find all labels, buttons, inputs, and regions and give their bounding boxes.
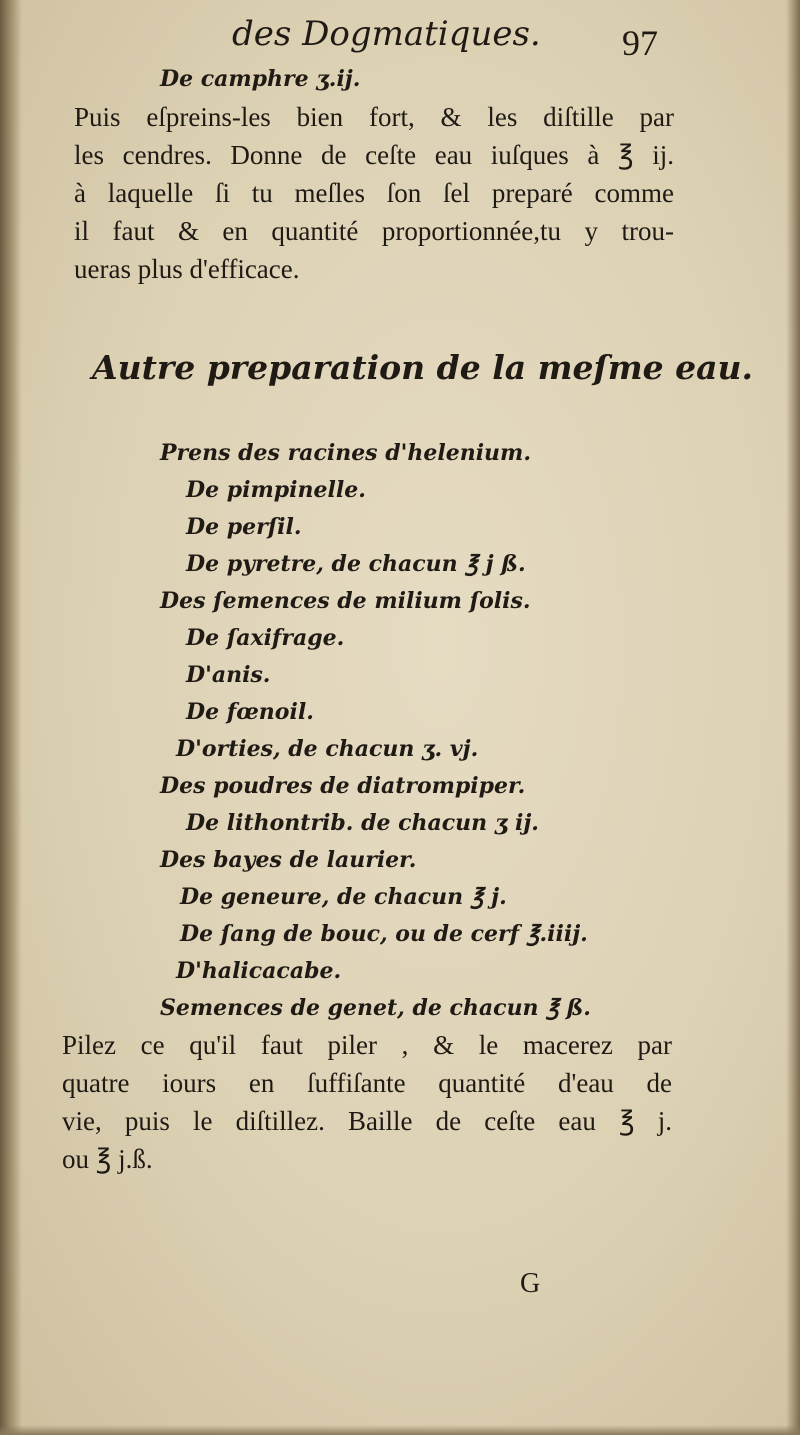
recipe-line: De pyretre, de chacun ℥ j ß. (186, 551, 526, 577)
text-line: à laquelle ſi tu meſles ſon ſel preparé comme (74, 178, 674, 208)
recipe-line: De geneure, de chacun ℥ j. (180, 884, 507, 910)
recipe-line: Des bayes de laurier. (160, 847, 417, 873)
recipe-line: D'orties, de chacun ʒ. vj. (176, 736, 479, 762)
signature-mark: G (520, 1268, 541, 1299)
recipe-line: D'halicacabe. (176, 958, 342, 984)
text-line: vie, puis le diſtillez. Baille de ceſte eau ℥ j. (62, 1106, 672, 1136)
recipe-line: De pimpinelle. (186, 477, 366, 503)
recipe-line: Des poudres de diatrompiper. (160, 773, 526, 799)
page-bottom-shadow (0, 1425, 800, 1435)
recipe-line: De ſaxifrage. (186, 625, 345, 651)
recipe-line: De fœnoil. (186, 699, 314, 725)
text-line: Puis eſpreins-les bien fort, & les diſtille par (74, 102, 674, 132)
page-gutter-shadow (0, 0, 22, 1435)
text-line: ou ℥ j.ß. (62, 1144, 153, 1174)
text-line: il faut & en quantité proportionnée,tu y trou- (74, 216, 674, 246)
recipe-line: De ſang de bouc, ou de cerf ℥.iiij. (180, 921, 588, 947)
recipe-line: Semences de genet, de chacun ℥ ß. (160, 995, 591, 1021)
text-line: les cendres. Donne de ceſte eau iuſques à ℥ ij. (74, 140, 674, 170)
recipe-line: Des ſemences de milium ſolis. (160, 588, 531, 614)
recipe-line: D'anis. (186, 662, 271, 688)
text-line: quatre iours en ſuffiſante quantité d'eau de (62, 1068, 672, 1098)
text-line: Pilez ce qu'il faut piler , & le macerez par (62, 1030, 672, 1060)
running-title: des Dogmatiques. (232, 14, 541, 54)
text-line: ueras plus d'efficace. (74, 254, 300, 284)
recipe-line: Prens des racines d'helenium. (160, 440, 531, 466)
recipe-line: De lithontrib. de chacun ʒ ij. (186, 810, 539, 836)
section-title: Autre preparation de la meſme eau. (92, 348, 753, 387)
recipe-line-camphre: De camphre ʒ.ij. (160, 66, 361, 92)
recipe-line: De perſil. (186, 514, 302, 540)
page-edge-shadow (786, 0, 800, 1435)
page-number: 97 (622, 23, 658, 63)
